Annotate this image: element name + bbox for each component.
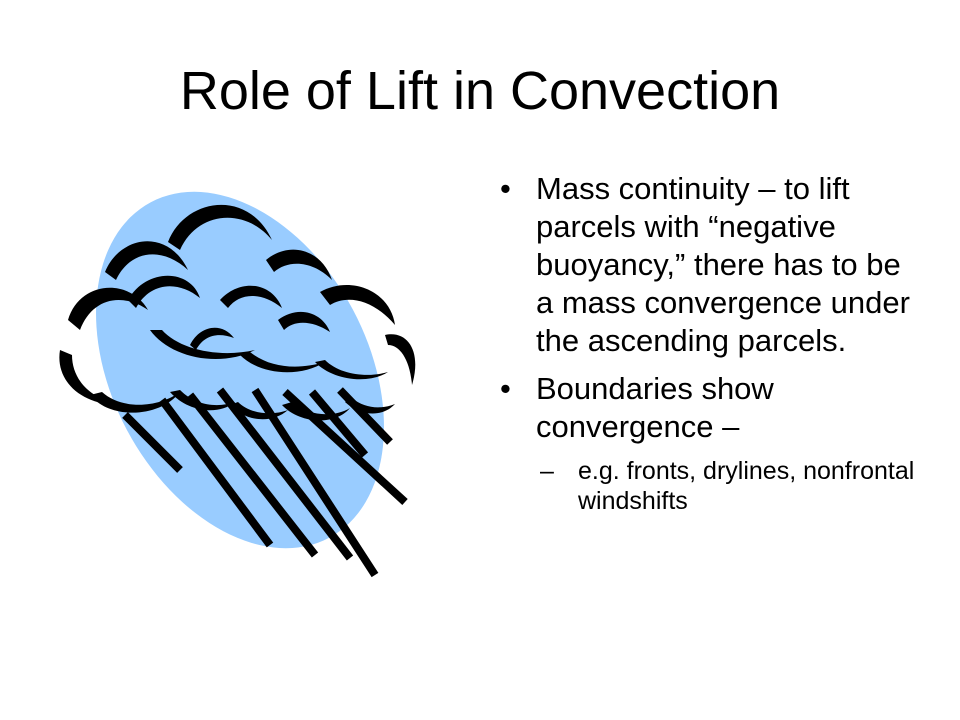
slide-title: Role of Lift in Convection (179, 61, 781, 121)
sub-bullet-item (496, 456, 916, 516)
bullet-text: Boundaries show convergence – (536, 371, 774, 444)
bullet-text: Mass continuity – to lift parcels with “negative buoyancy,” there has to be a mass convergence under the ascending parcels. (536, 171, 910, 358)
bullet-marker: • (500, 171, 511, 206)
sub-bullet-text: e.g. fronts, drylines, nonfrontal windshifts (578, 457, 915, 515)
slide-body (496, 170, 916, 516)
rain-cloud-icon (50, 180, 430, 580)
sky-ellipse (50, 180, 430, 580)
bullet-item (496, 170, 916, 360)
sub-bullet-marker: – (540, 457, 554, 485)
bullet-item (496, 370, 916, 446)
bullet-marker: • (500, 371, 511, 406)
